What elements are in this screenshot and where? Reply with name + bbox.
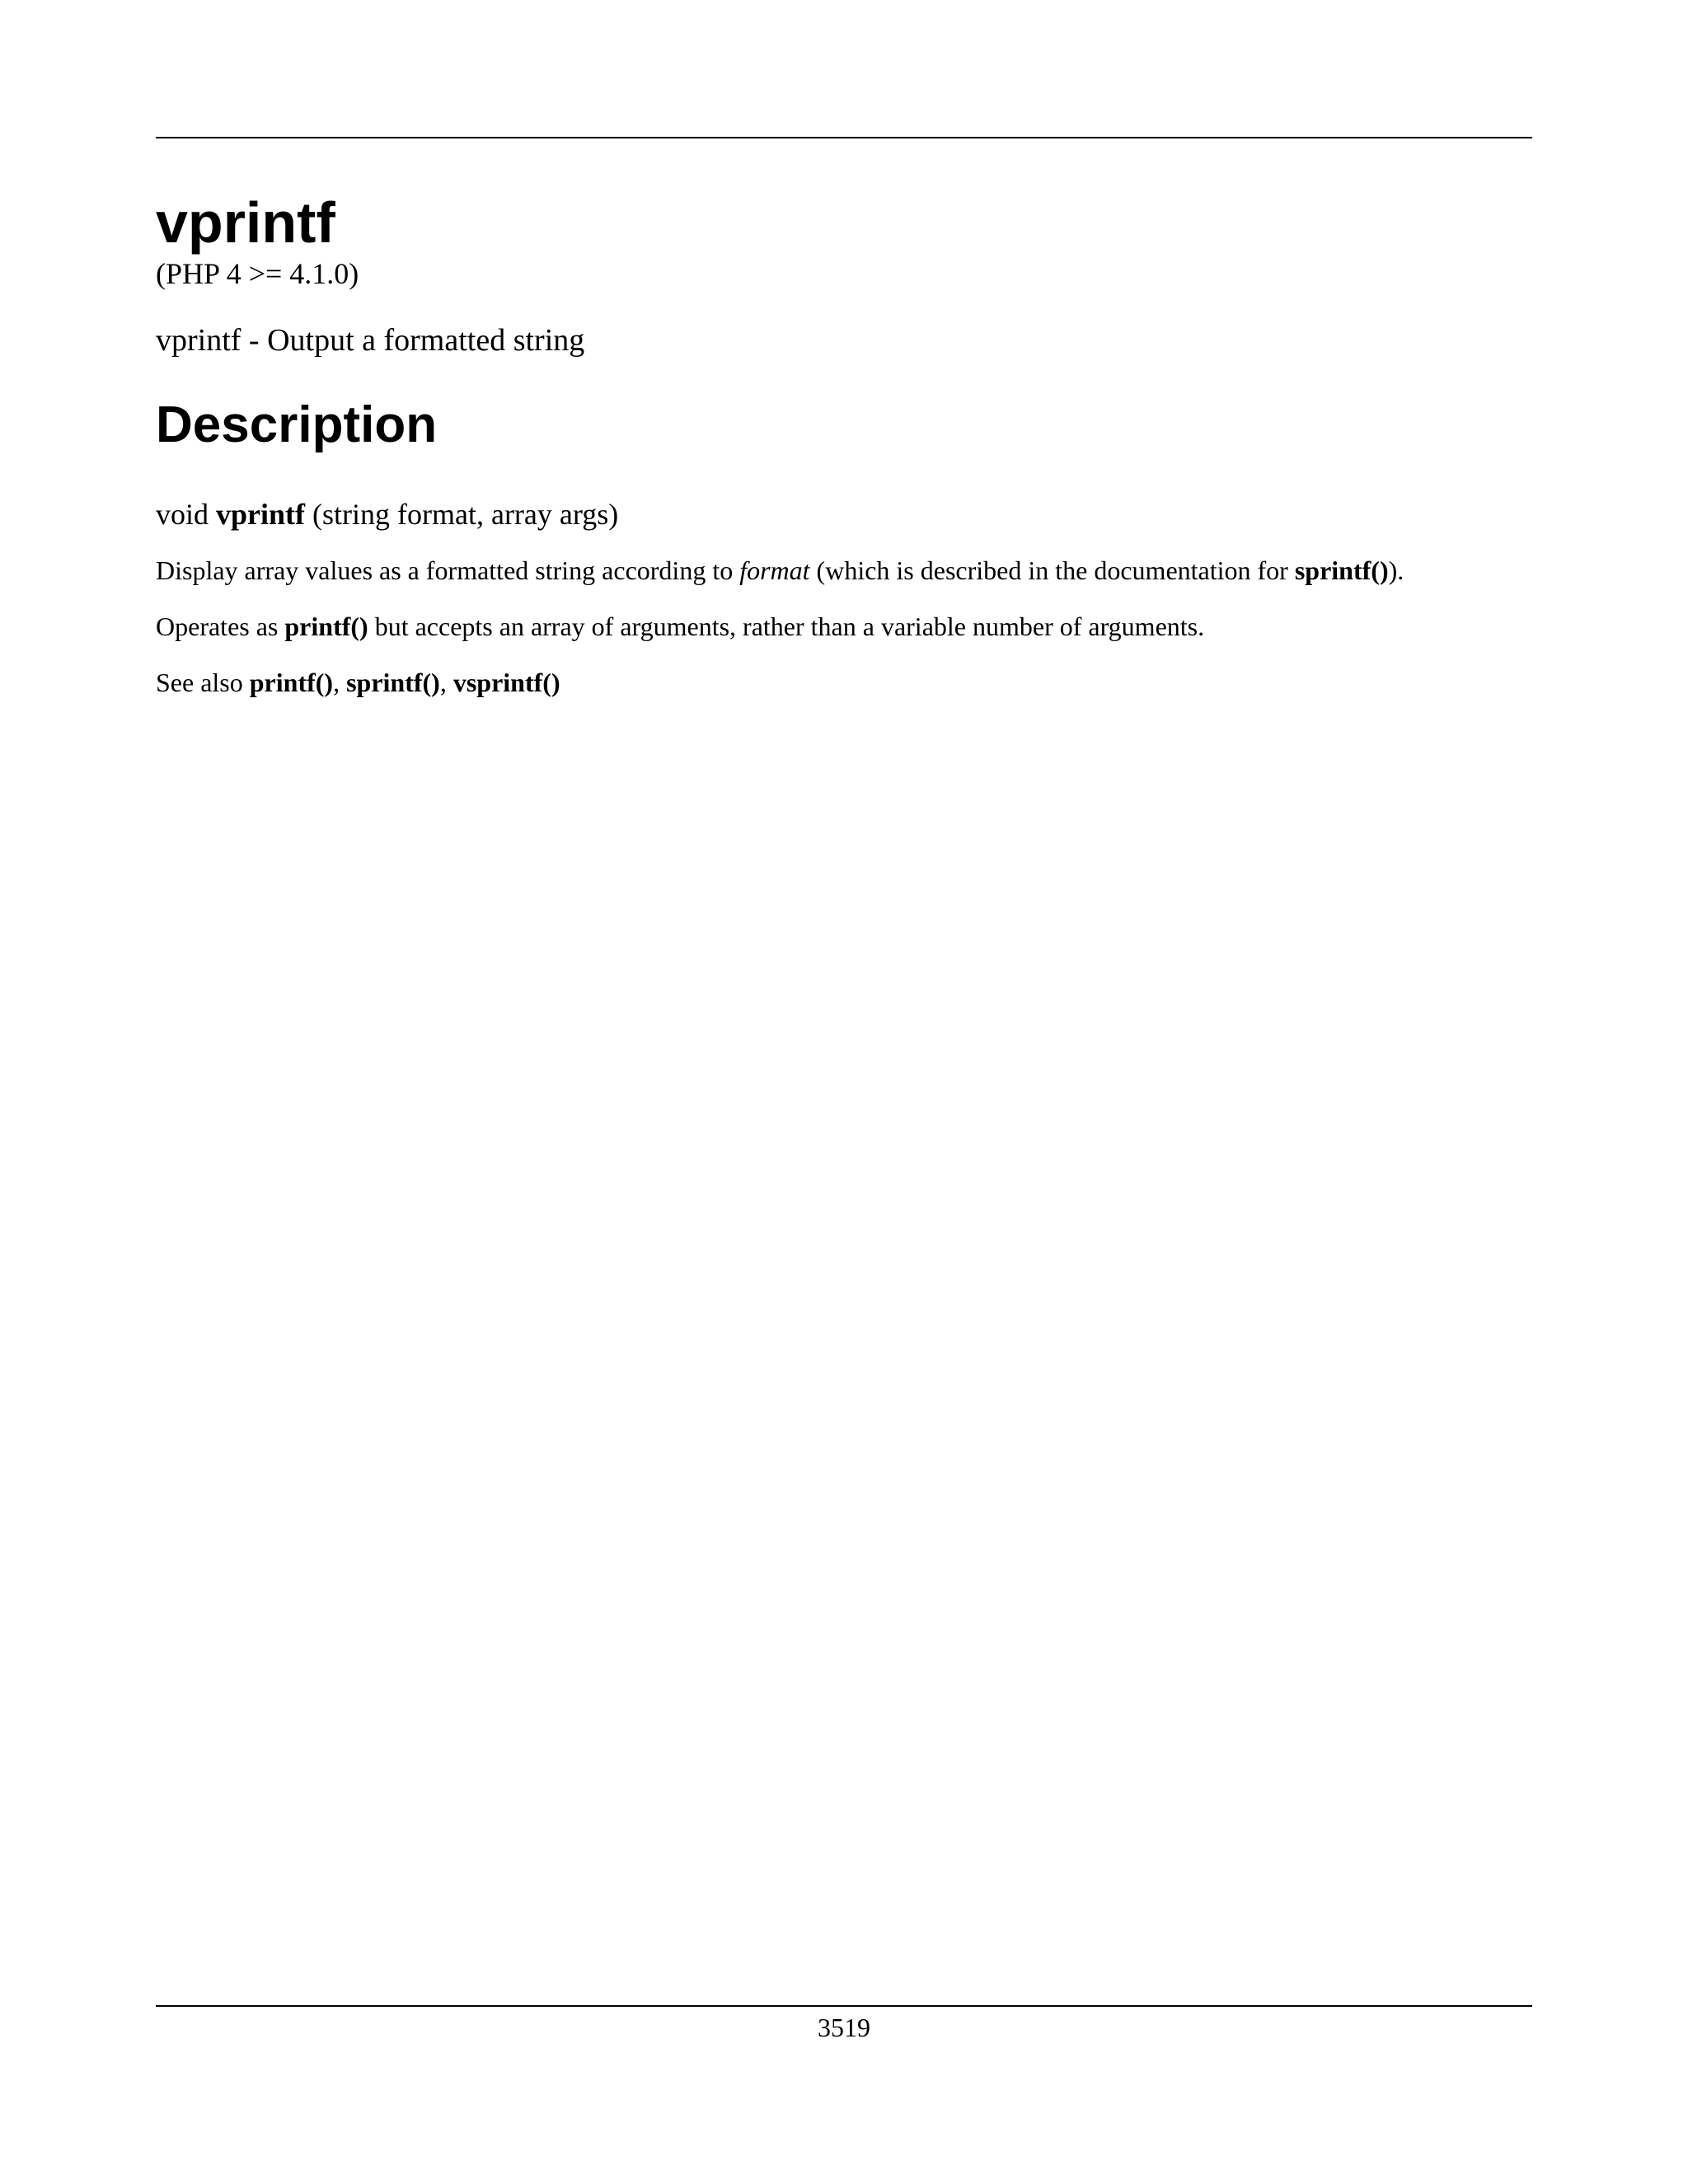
see-also-ref-printf[interactable]: printf() [249, 668, 334, 697]
text-span: ). [1388, 555, 1404, 585]
footer-rule [156, 2005, 1532, 2007]
operates-paragraph [156, 610, 1532, 643]
see-also-ref-vsprintf[interactable]: vsprintf() [452, 668, 560, 697]
text-span: Operates as [156, 612, 285, 641]
function-synopsis [156, 496, 1532, 532]
separator: , [333, 668, 347, 697]
version-info: (PHP 4 >= 4.1.0) [156, 257, 359, 290]
separator: , [439, 668, 453, 697]
section-heading-description: Description [156, 396, 438, 453]
header-rule [156, 137, 1532, 138]
description-paragraph [156, 554, 1532, 587]
page-number: 3519 [818, 2013, 870, 2042]
see-also-ref-sprintf[interactable]: sprintf() [346, 668, 440, 697]
text-span: Display array values as a formatted string according to [156, 555, 740, 585]
manual-entry [156, 190, 1532, 699]
see-also-paragraph [156, 666, 1532, 699]
text-span: (which is described in the documentation for [809, 555, 1295, 585]
synopsis-params: (string format, array args) [312, 498, 619, 531]
function-title: vprintf [156, 190, 335, 255]
text-span: but accepts an array of arguments, rather than a variable number of arguments. [368, 612, 1205, 641]
function-purpose: vprintf - Output a formatted string [156, 323, 585, 358]
parameter-name: format [739, 555, 810, 585]
function-ref-printf[interactable]: printf() [284, 612, 368, 641]
see-also-label: See also [156, 668, 250, 697]
synopsis-function-name: vprintf [216, 498, 306, 531]
function-ref-sprintf[interactable]: sprintf() [1294, 555, 1389, 585]
return-type: void [156, 498, 209, 531]
